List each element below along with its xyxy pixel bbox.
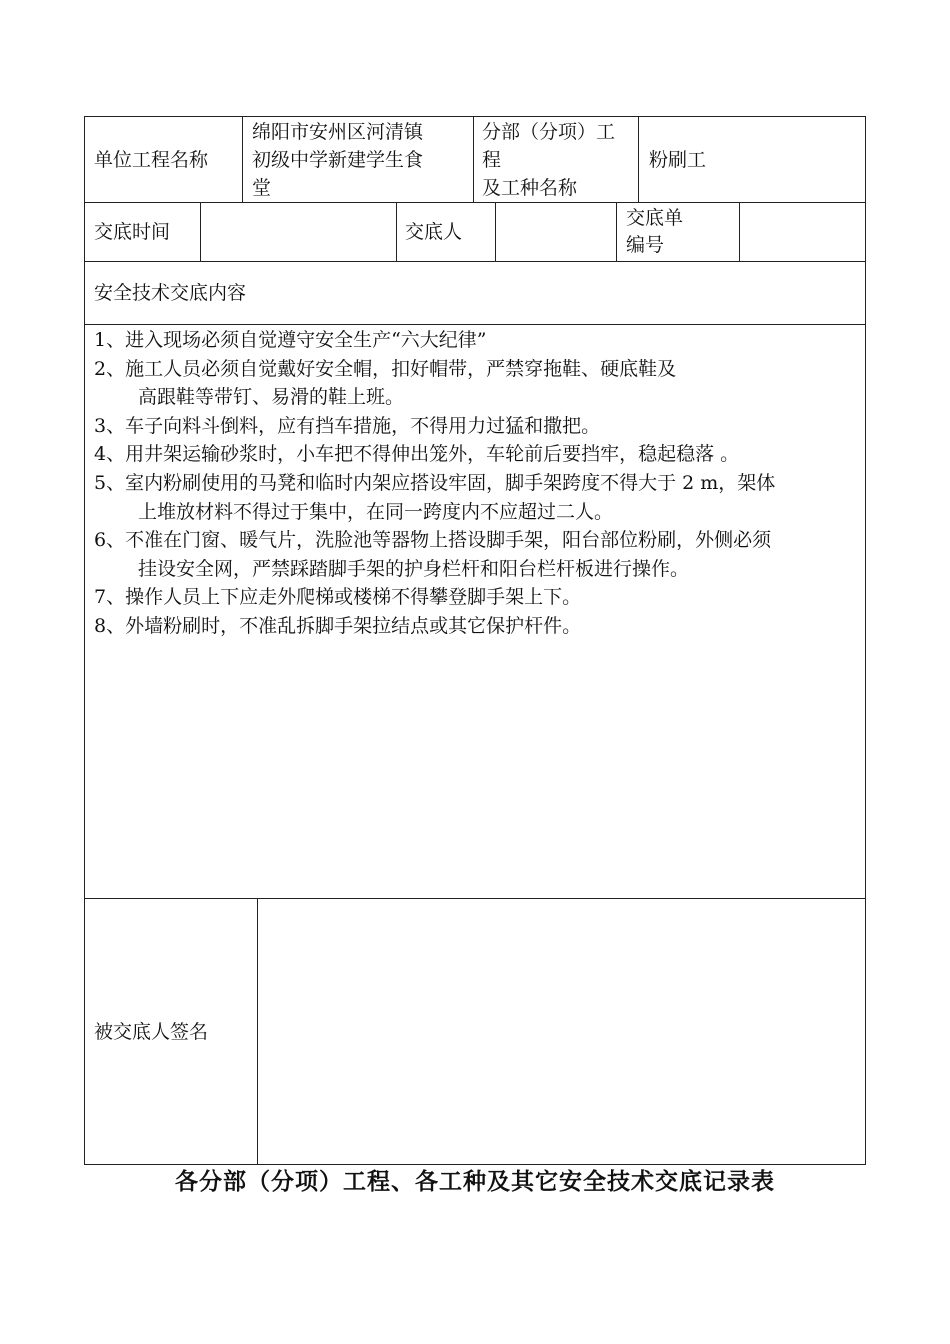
briefing-person-field[interactable] — [505, 203, 616, 261]
content-line: 6、不准在门窗、暖气片，洗脸池等器物上搭设脚手架，阳台部位粉刷，外侧必须 — [94, 529, 772, 552]
content-line: 挂设安全网，严禁踩踏脚手架的护身栏杆和阳台栏杆板进行操作。 — [138, 557, 690, 580]
sub-project-label-line: 程 — [482, 149, 502, 171]
signature-label — [94, 899, 257, 1164]
content-line: 8、外墙粉刷时，不准乱拆脚手架拉结点或其它保护杆件。 — [94, 614, 582, 637]
unit-name-line: 初级中学新建学生食 — [252, 149, 424, 171]
briefing-number-label-line: 编号 — [626, 234, 665, 256]
content-line: 7、操作人员上下应走外爬梯或楼梯不得攀登脚手架上下。 — [94, 586, 582, 609]
unit-name-label — [94, 117, 242, 202]
col-divider — [638, 116, 639, 202]
unit-name-value — [252, 118, 472, 202]
briefing-content — [94, 326, 864, 641]
col-divider — [495, 202, 496, 261]
briefing-time-label — [94, 203, 200, 261]
col-divider — [739, 202, 740, 261]
col-divider — [473, 116, 474, 202]
content-label — [94, 262, 864, 324]
briefing-time-field[interactable] — [210, 203, 396, 261]
content-label-text: 安全技术交底内容 — [94, 282, 247, 304]
sub-project-label-line: 及工种名称 — [482, 177, 578, 199]
document-title: 各分部（分项）工程、各工种及其它安全技术交底记录表 — [175, 1168, 775, 1195]
content-line: 3、车子向料斗倒料，应有挡车措施，不得用力过猛和撒把。 — [94, 414, 601, 437]
sub-project-value-text: 粉刷工 — [649, 148, 707, 171]
col-divider — [616, 202, 617, 261]
unit-name-label-text: 单位工程名称 — [94, 148, 209, 171]
unit-name-line: 堂 — [252, 177, 272, 199]
briefing-time-label-text: 交底时间 — [94, 221, 171, 243]
content-line: 5、室内粉刷使用的马凳和临时内架应搭设牢固，脚手架跨度不得大于 2 m，架体 — [94, 471, 776, 494]
briefing-number-label — [626, 205, 738, 259]
content-line: 4、用井架运输砂浆时，小车把不得伸出笼外，车轮前后要挡牢，稳起稳落 。 — [94, 443, 740, 466]
briefing-number-field[interactable] — [749, 203, 865, 261]
sub-project-label — [482, 118, 638, 202]
sub-project-label-line: 分部（分项）工 — [482, 121, 616, 143]
signature-label-text: 被交底人签名 — [94, 1020, 209, 1043]
row-divider-3 — [84, 324, 866, 325]
unit-name-line: 绵阳市安州区河清镇 — [252, 121, 424, 143]
col-divider — [396, 202, 397, 261]
col-divider — [242, 116, 243, 202]
sub-project-value — [649, 117, 865, 202]
briefing-person-label — [405, 203, 495, 261]
briefing-person-label-text: 交底人 — [405, 221, 463, 243]
briefing-number-label-line: 交底单 — [626, 207, 684, 229]
content-line: 高跟鞋等带钉、易滑的鞋上班。 — [138, 386, 405, 409]
signature-field[interactable] — [258, 899, 865, 1164]
content-line: 2、施工人员必须自觉戴好安全帽，扣好帽带，严禁穿拖鞋、硬底鞋及 — [94, 357, 677, 380]
content-line: 1、进入现场必须自觉遵守安全生产“六大纪律” — [94, 329, 487, 351]
content-line: 上堆放材料不得过于集中，在同一跨度内不应超过二人。 — [138, 500, 614, 523]
col-divider — [200, 202, 201, 261]
